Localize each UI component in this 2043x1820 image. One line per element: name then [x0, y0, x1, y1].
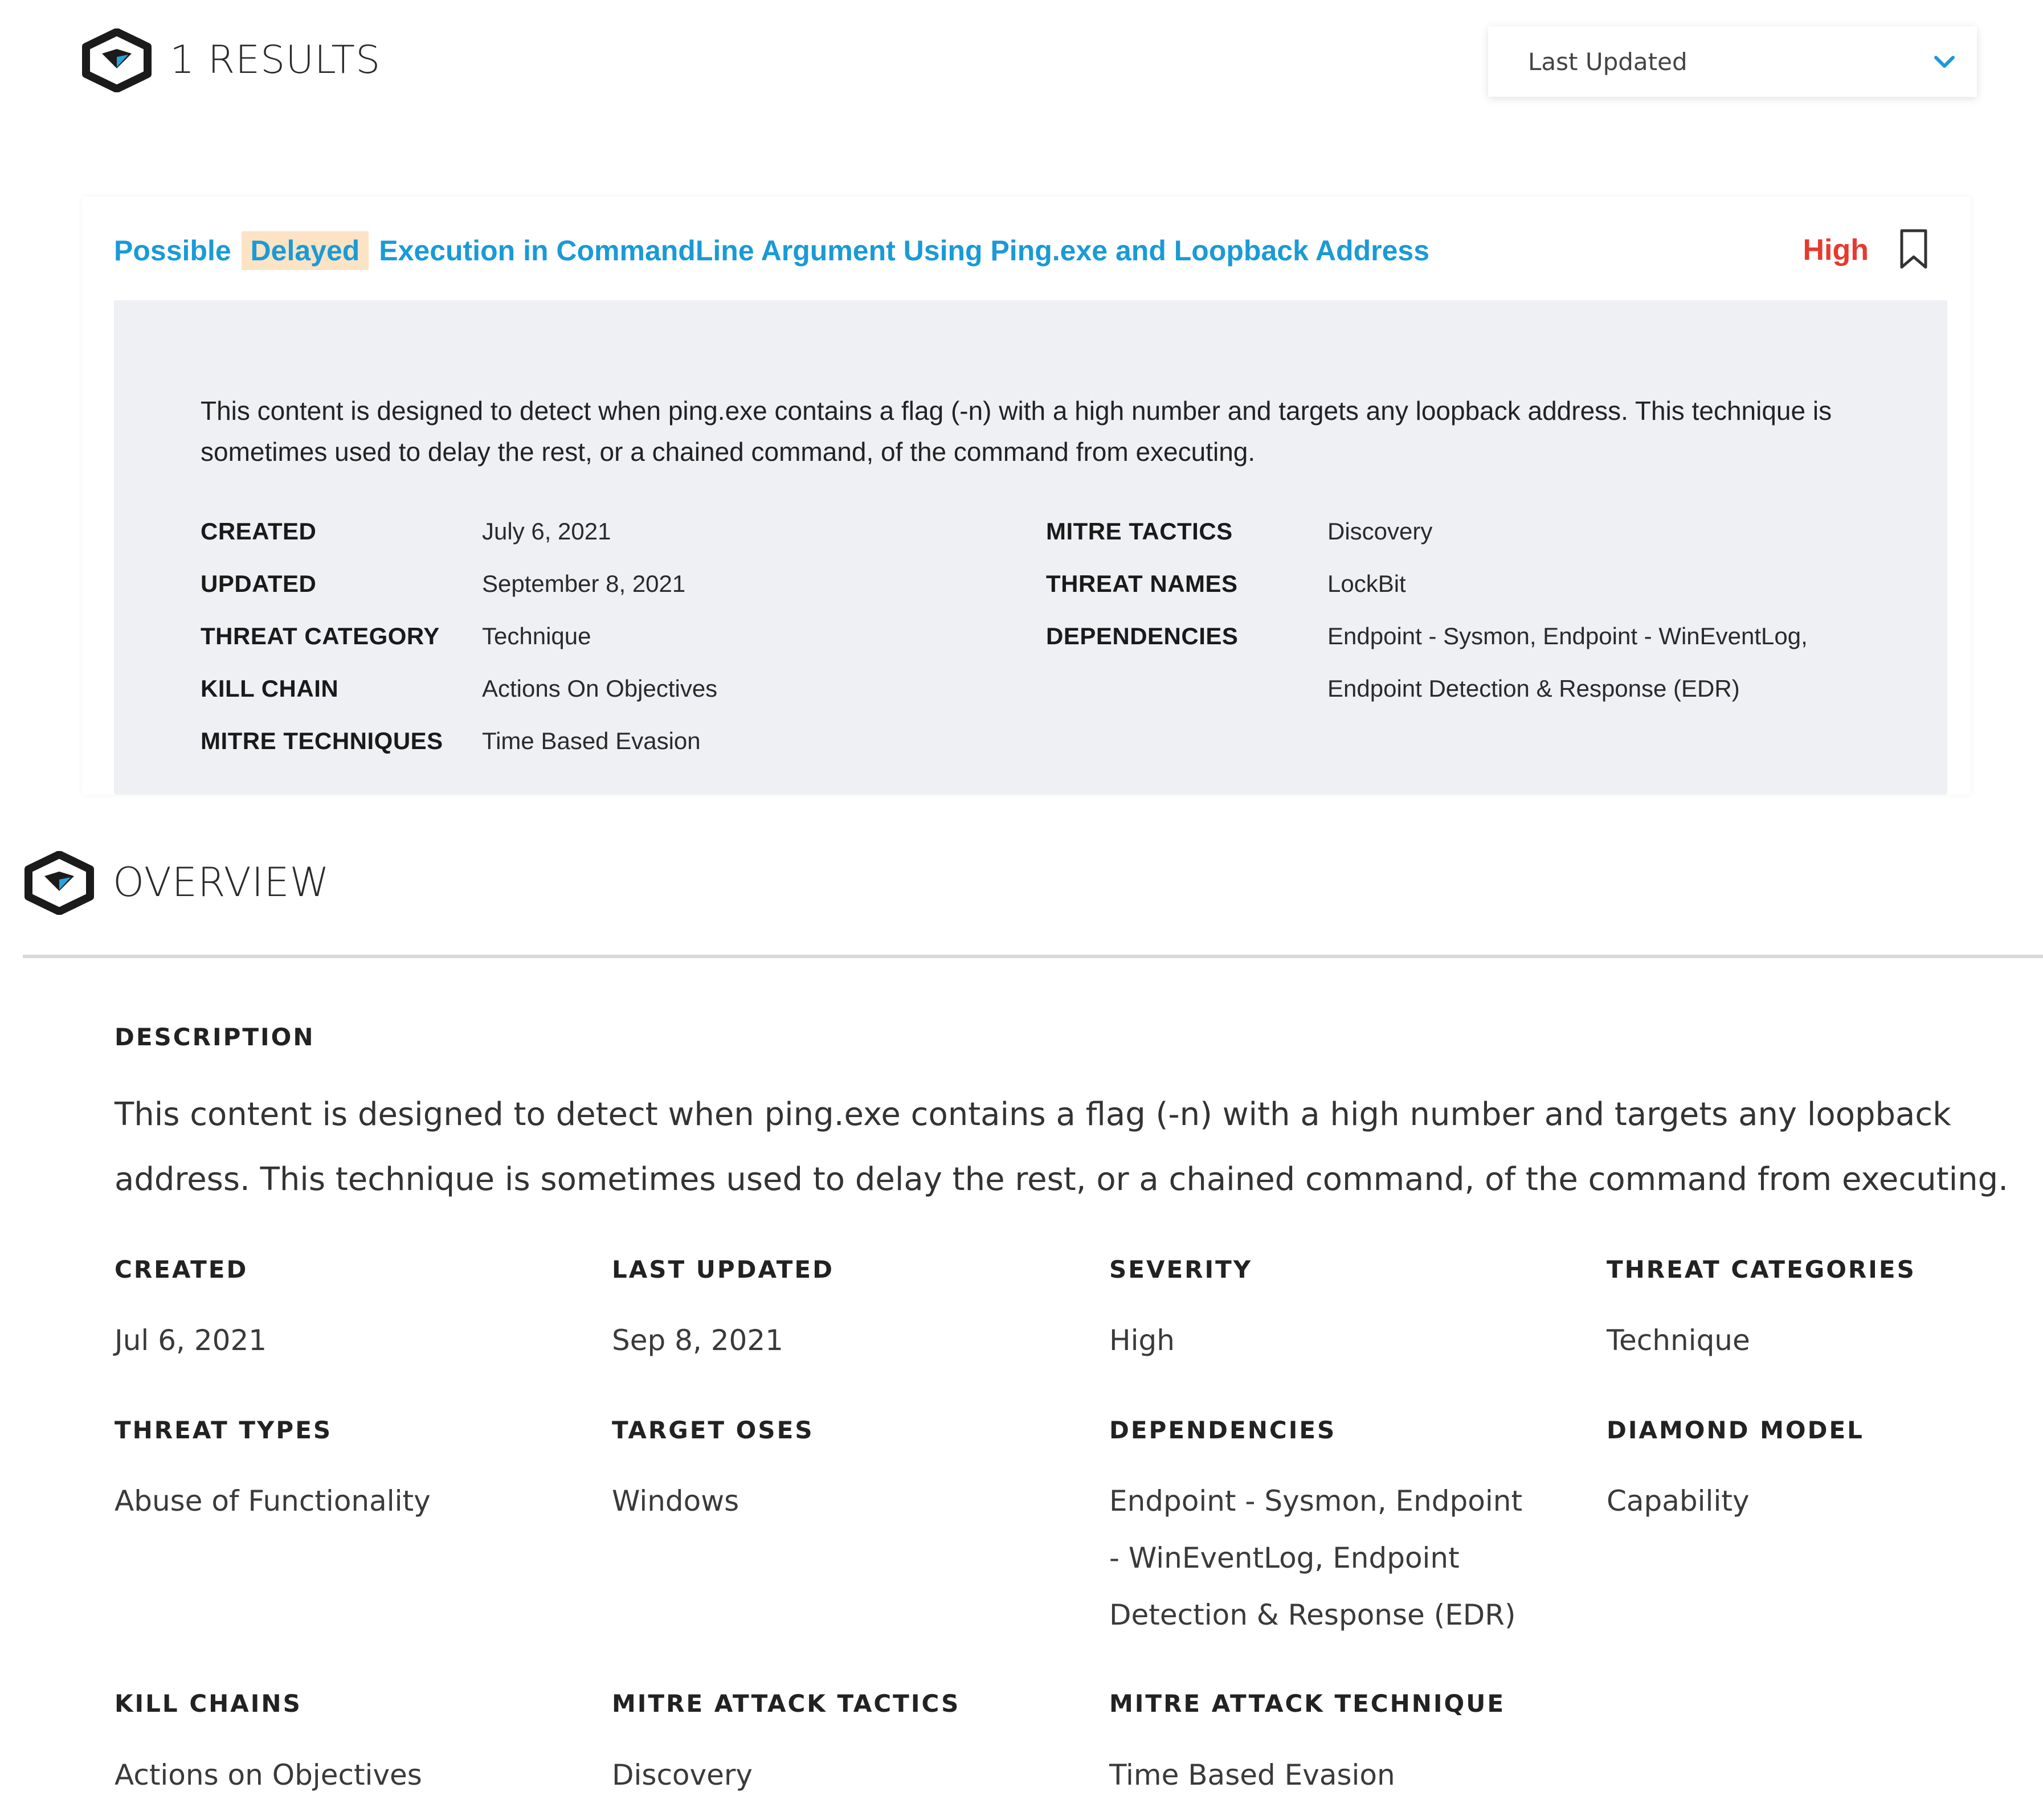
field-value: Time Based Evasion — [482, 727, 701, 754]
field-row — [201, 662, 717, 715]
field-row — [1046, 610, 1808, 662]
result-title-row — [114, 226, 1931, 275]
created-label: CREATED — [115, 1255, 248, 1283]
field-row — [201, 558, 717, 610]
field-label: MITRE TACTICS — [1046, 518, 1233, 545]
sort-dropdown[interactable] — [1488, 26, 1977, 97]
field-value: LockBit — [1327, 570, 1406, 597]
sort-selected-value: Last Updated — [1528, 47, 1687, 76]
result-title-after: Execution in CommandLine Argument Using Ping.exe and Loopback Address — [379, 235, 1430, 267]
last-updated-value: Sep 8, 2021 — [612, 1324, 783, 1357]
created-value: Jul 6, 2021 — [115, 1324, 267, 1357]
result-card — [82, 197, 1971, 795]
results-count: 1 RESULTS — [170, 38, 381, 83]
overview-description-line: This content is designed to detect when ping.exe contains a flag (-n) with a high number and targets any loopback — [115, 1096, 1951, 1133]
overview-logo-icon — [23, 851, 96, 915]
search-term-highlight: Delayed — [242, 231, 369, 270]
bookmark-icon[interactable] — [1896, 227, 1931, 271]
result-description: This content is designed to detect when ping.exe contains a flag (-n) with a high number and targets any loopback address. This technique is sometimes used to delay the rest, or a chained command, of the command from executing. — [201, 396, 1832, 467]
field-label: CREATED — [201, 518, 317, 545]
field-label: UPDATED — [201, 570, 317, 597]
field-value: Discovery — [1327, 518, 1433, 545]
field-row — [1046, 505, 1808, 558]
field-value: July 6, 2021 — [482, 518, 611, 545]
field-value: Endpoint - Sysmon, Endpoint - WinEventLog, — [1327, 623, 1808, 649]
field-row — [1046, 662, 1808, 715]
field-row — [201, 505, 717, 558]
mitre-attack-technique-label: MITRE ATTACK TECHNIQUE — [1109, 1690, 1506, 1717]
dependencies-line: Endpoint - Sysmon, Endpoint — [1109, 1484, 1523, 1518]
severity-badge: High — [1803, 234, 1869, 267]
overview-description-line: address. This technique is sometimes used to delay the rest, or a chained command, of the command from executing. — [115, 1161, 2008, 1198]
severity-value: High — [1109, 1324, 1175, 1357]
target-oses-value: Windows — [612, 1484, 739, 1518]
kill-chains-value: Actions on Objectives — [115, 1758, 422, 1792]
last-updated-label: LAST UPDATED — [612, 1255, 834, 1283]
field-label: KILL CHAIN — [201, 675, 339, 702]
severity-label: SEVERITY — [1109, 1255, 1253, 1283]
threat-types-label: THREAT TYPES — [115, 1416, 333, 1444]
diamond-model-value: Capability — [1607, 1484, 1750, 1518]
field-label: MITRE TECHNIQUES — [201, 727, 443, 754]
result-fields-left — [201, 505, 717, 767]
field-value: Endpoint Detection & Response (EDR) — [1327, 675, 1740, 702]
field-label: DEPENDENCIES — [1046, 623, 1239, 649]
target-oses-label: TARGET OSES — [612, 1416, 814, 1444]
field-value: Technique — [482, 623, 591, 649]
field-row — [1046, 558, 1808, 610]
overview-description — [115, 1082, 2040, 1212]
mitre-attack-tactics-value: Discovery — [612, 1758, 753, 1792]
mitre-attack-tactics-label: MITRE ATTACK TACTICS — [612, 1690, 961, 1717]
threat-categories-label: THREAT CATEGORIES — [1607, 1255, 1916, 1283]
dependencies-value — [1109, 1473, 1576, 1643]
overview-title: OVERVIEW — [113, 859, 330, 906]
dependencies-line: - WinEventLog, Endpoint — [1109, 1541, 1460, 1574]
result-fields-right — [1046, 505, 1808, 715]
result-title-before: Possible — [114, 235, 231, 267]
field-value: September 8, 2021 — [482, 570, 686, 597]
mitre-attack-technique-value: Time Based Evasion — [1109, 1758, 1395, 1792]
overview-divider — [23, 955, 2043, 958]
field-row — [201, 610, 717, 662]
dependencies-label: DEPENDENCIES — [1109, 1416, 1337, 1444]
kill-chains-label: KILL CHAINS — [115, 1690, 302, 1717]
diamond-model-label: DIAMOND MODEL — [1607, 1416, 1864, 1444]
result-title-link[interactable] — [114, 234, 1429, 267]
brand-logo-icon — [80, 28, 153, 92]
dependencies-line: Detection & Response (EDR) — [1109, 1598, 1516, 1631]
field-value: Actions On Objectives — [482, 675, 718, 702]
field-row — [201, 715, 717, 767]
threat-categories-value: Technique — [1607, 1324, 1750, 1357]
field-label: THREAT CATEGORY — [201, 623, 440, 649]
field-label: THREAT NAMES — [1046, 570, 1238, 597]
result-detail-panel — [114, 300, 1947, 795]
chevron-down-icon — [1931, 48, 1958, 75]
description-label: DESCRIPTION — [115, 1023, 315, 1051]
threat-types-value: Abuse of Functionality — [115, 1484, 431, 1518]
